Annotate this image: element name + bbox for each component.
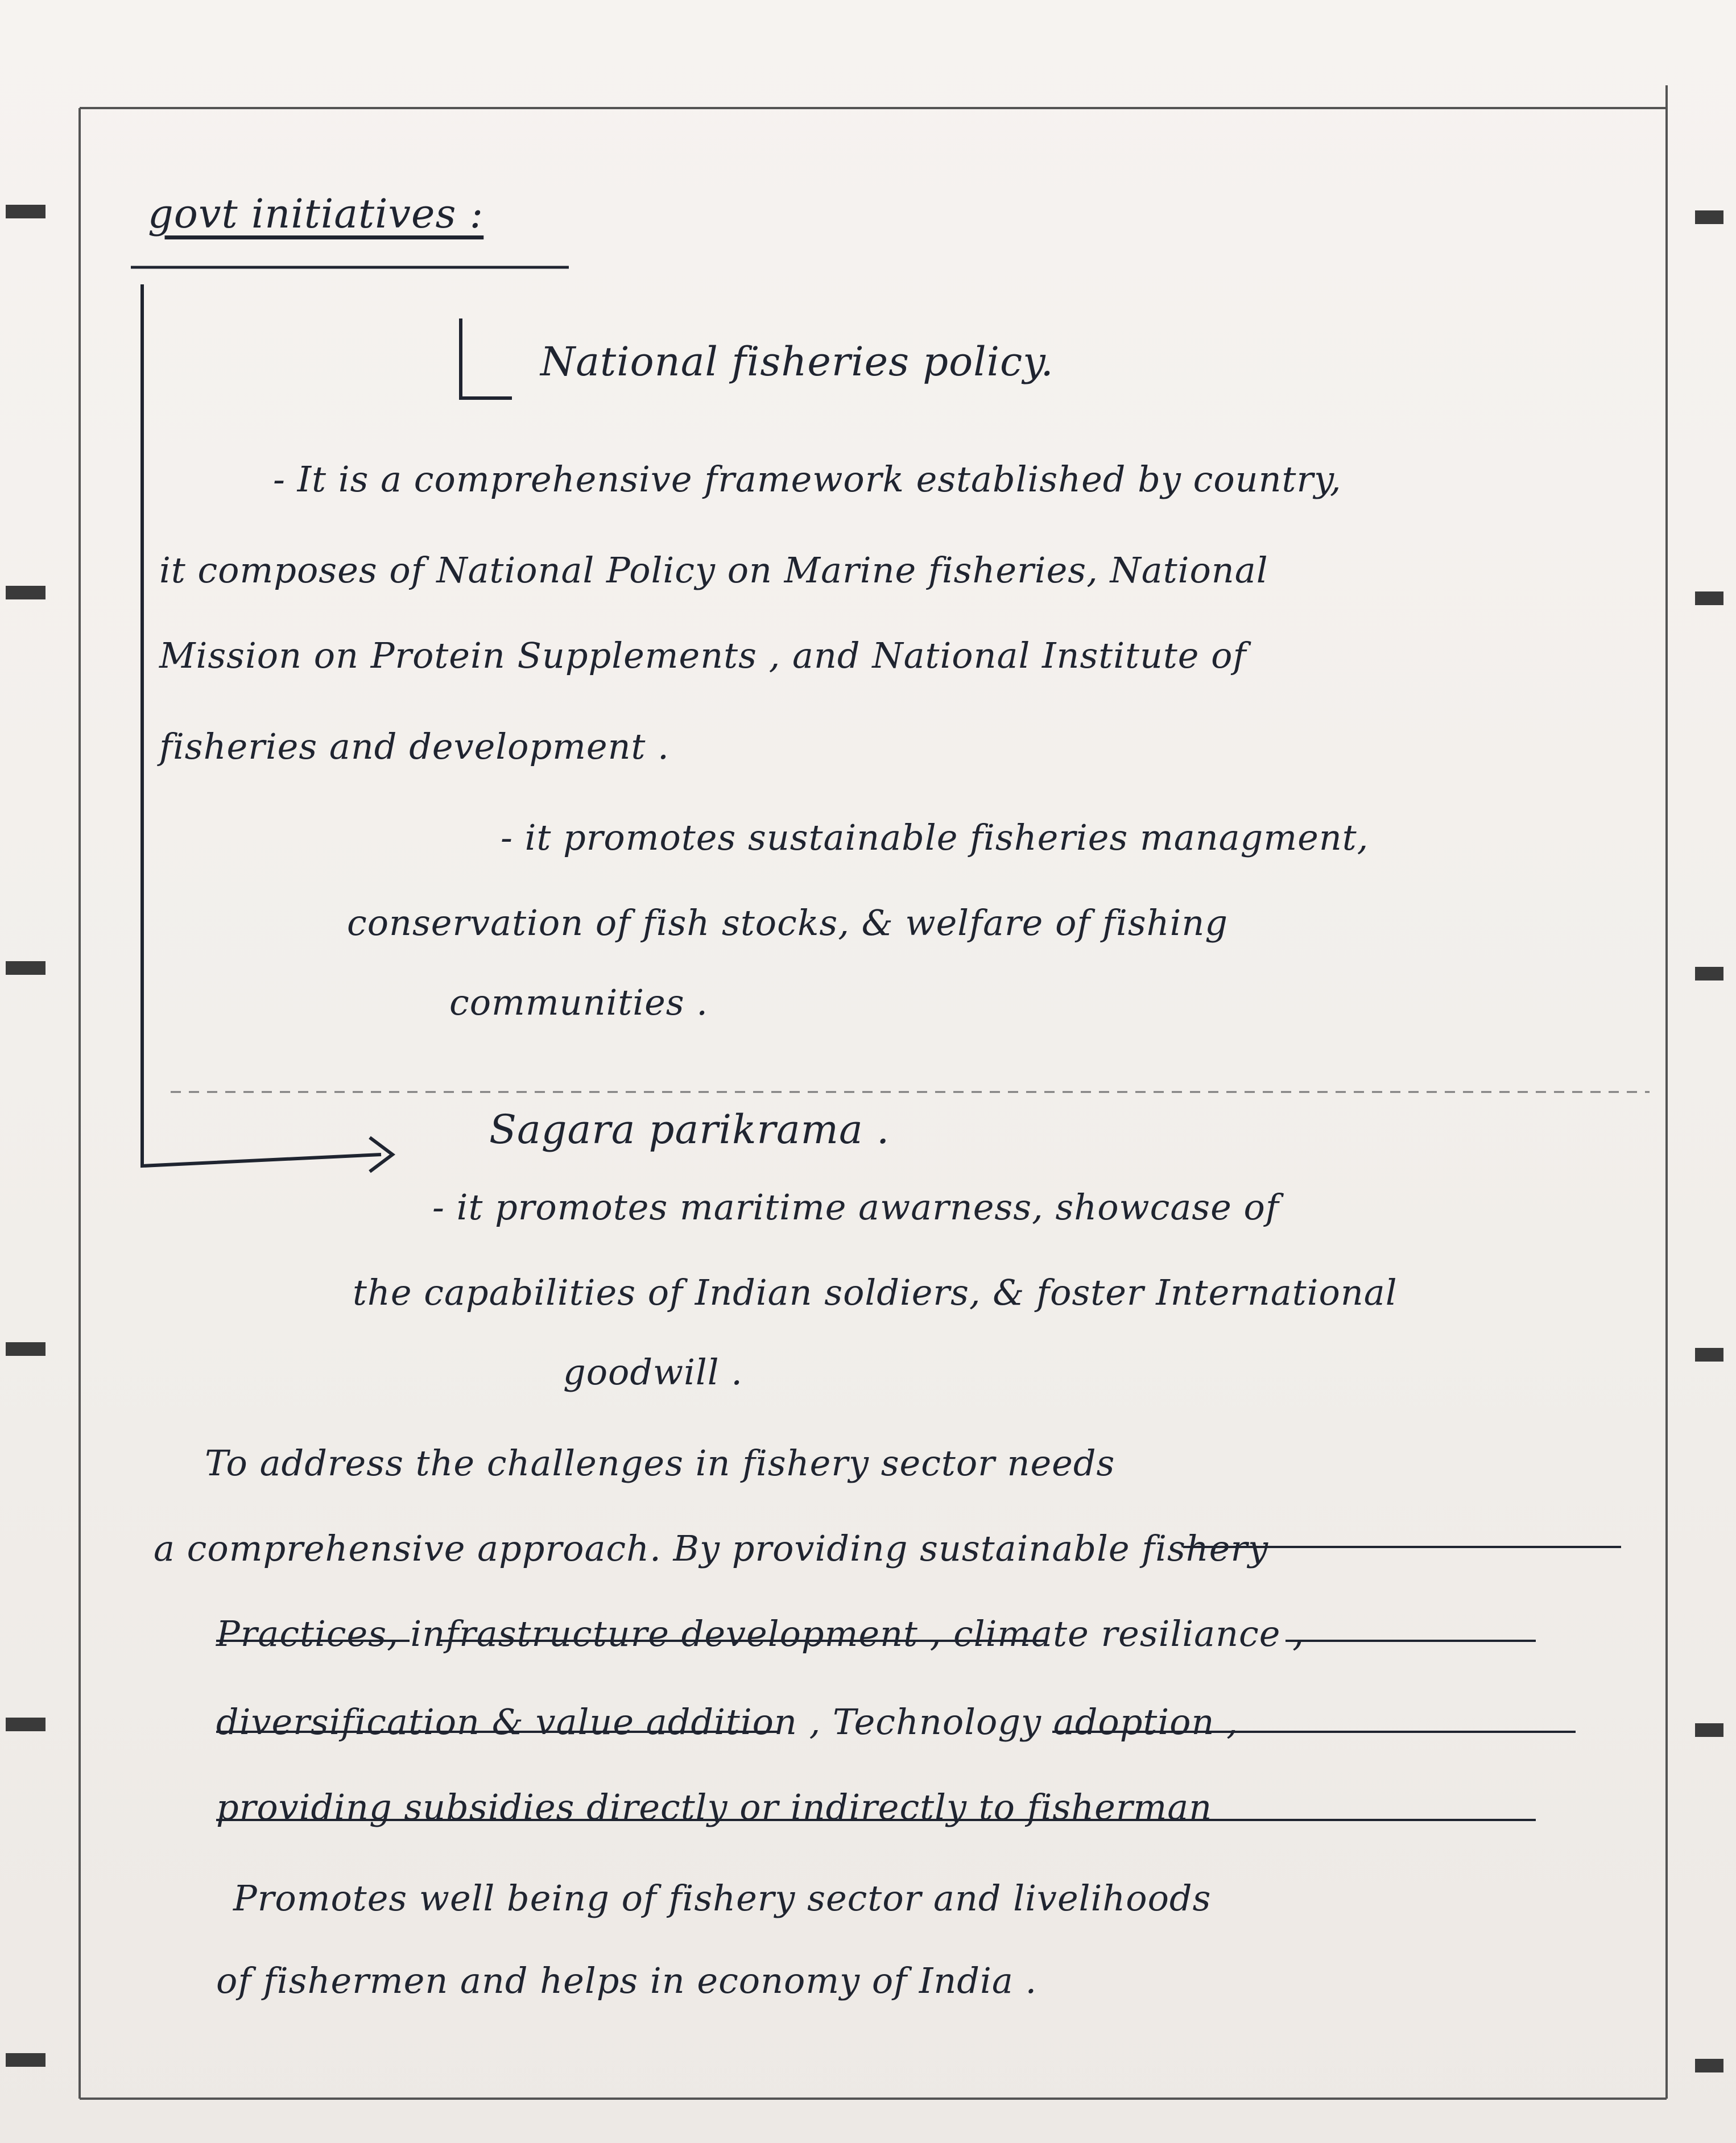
- national-fisheries-line-6: conservation of fish stocks, & welfare of fishing: [347, 902, 1229, 944]
- national-fisheries-line-2: it composes of National Policy on Marine fisheries, National: [159, 549, 1268, 591]
- section-heading-sagara-parikrama: Sagara parikrama .: [489, 1106, 890, 1153]
- conclusion-underlines: [216, 1547, 1621, 1820]
- sagara-parikrama-line-1: - it promotes maritime awarness, showcase of: [432, 1186, 1279, 1228]
- national-fisheries-line-1: - It is a comprehensive framework established by country,: [273, 458, 1342, 500]
- section-heading-national-fisheries-policy: National fisheries policy.: [540, 338, 1054, 385]
- sagara-parikrama-line-2: the capabilities of Indian soldiers, & foster International: [353, 1272, 1398, 1313]
- conclusion-line-6: Promotes well being of fishery sector and livelihoods: [233, 1877, 1212, 1919]
- national-fisheries-line-3: Mission on Protein Supplements , and National Institute of: [159, 635, 1247, 676]
- heading-l-mark: [461, 318, 512, 398]
- national-fisheries-line-4: fisheries and development .: [159, 726, 669, 767]
- national-fisheries-line-5: - it promotes sustainable fisheries managment,: [501, 817, 1369, 858]
- conclusion-line-3: Practices, infrastructure development , climate resiliance ,: [216, 1613, 1304, 1654]
- national-fisheries-line-7: communities .: [449, 982, 708, 1023]
- conclusion-line-2: a comprehensive approach. By providing sustainable fishery: [154, 1528, 1269, 1569]
- conclusion-line-4: diversification & value addition , Technology adoption ,: [216, 1701, 1238, 1743]
- page-title: govt initiatives :: [148, 191, 484, 237]
- bracket-connector: [142, 284, 381, 1166]
- conclusion-line-1: To address the challenges in fishery sector needs: [205, 1442, 1115, 1484]
- conclusion-line-7: of fishermen and helps in economy of India .: [216, 1960, 1038, 2001]
- sagara-parikrama-line-3: goodwill .: [563, 1351, 743, 1393]
- conclusion-line-5: providing subsidies directly or indirectly to fisherman: [216, 1786, 1213, 1828]
